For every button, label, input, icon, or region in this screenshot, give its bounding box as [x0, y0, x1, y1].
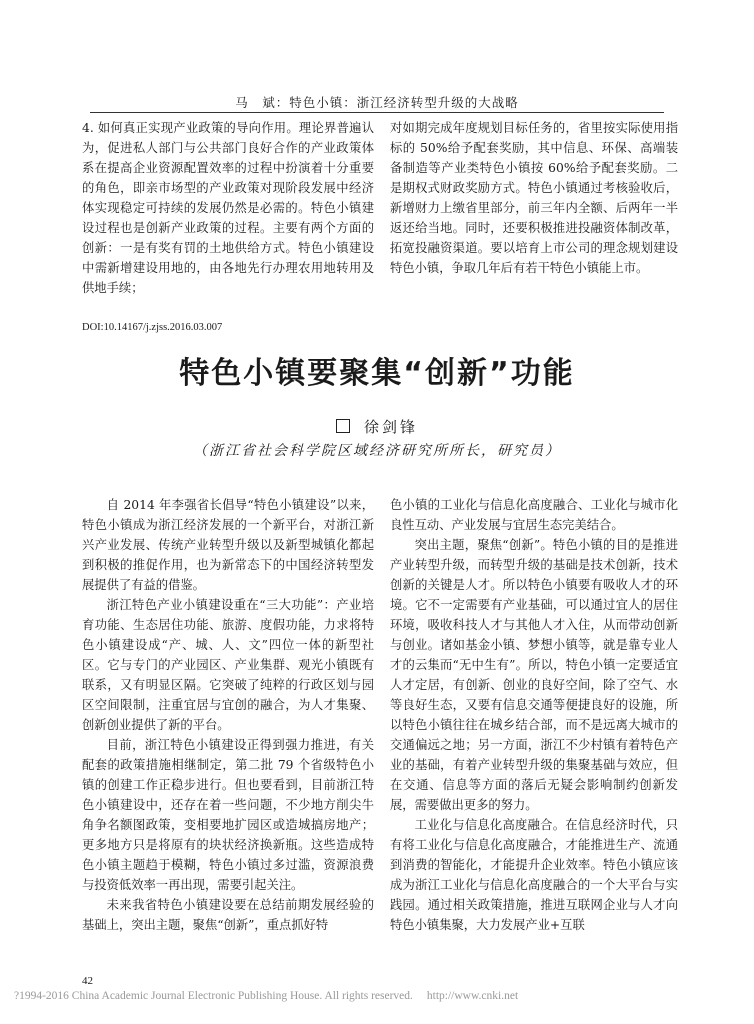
author-box-icon [336, 419, 350, 433]
body-paragraph: 未来我省特色小镇建设要在总结前期发展经验的基础上，突出主题，聚焦“创新”，重点抓好特 [82, 898, 374, 932]
body-paragraph: 色小镇的工业化与信息化高度融合、工业化与城市化良性互动、产业发展与宜居生态完美结合。 [390, 498, 678, 532]
article-title: 特色小镇要聚集“创新”功能 [179, 356, 575, 391]
top-left-column [82, 118, 374, 300]
page-number: 42 [82, 975, 93, 987]
header-divider [90, 112, 664, 113]
body-paragraph: 突出主题，聚焦“创新”。特色小镇的目的是推进产业转型升级，而转型升级的基础是技术创新，技术创新的关键是人才。所以特色小镇要有吸收人才的环境。它不一定需要有产业基础，可以通过宜人的居住环境，吸收科技人才与其他人才入住，从而带动创新与创业。诸如基金小镇、梦想小镇等，就是靠专业人才的云集而“无中生有”。所以，特色小镇一定要适宜人才定居，有创新、创业的良好空间，除了空气、水等良好生态，又要有信息交通等便捷良好的设施，所以特色小镇往往在城乡结合部，而不是远离大城市的交通偏远之地；另一方面，浙江不少村镇有着特色产业的基础，有着产业转型升级的集聚基础与效应，但在交通、信息等方面的落后无疑会影响制约创新发展，需要做出更多的努力。 [390, 538, 678, 812]
top-right-column [390, 118, 678, 300]
copyright-url[interactable]: http://www.cnki.net [426, 990, 519, 1002]
doi[interactable]: DOI:10.14167/j.zjss.2016.03.007 [82, 322, 223, 333]
copyright-text: ?1994-2016 China Academic Journal Electronic Publishing House. All rights reserved. [14, 990, 413, 1002]
body-paragraph: 工业化与信息化高度融合。在信息经济时代，只有将工业化与信息化高度融合，才能推进生产、流通到消费的智能化，才能提升企业效率。特色小镇应该成为浙江工业化与信息化高度融合的一个大平台与实践园。通过相关政策措施，推进互联网企业与人才向特色小镇集聚，大力发展产业+互联 [390, 818, 678, 932]
main-right-column [390, 495, 678, 963]
top-right-paragraph: 对如期完成年度规划目标任务的，省里按实际使用指标的 50%给予配套奖励，其中信息、环保、高端装备制造等产业类特色小镇按 60%给予配套奖励。二是期权式财政奖励方式。特色小镇通过考核验收后，新增财力上缴省里部分，前三年内全额、后两年一半返还给当地。同时，还要积极推进投融资体制改革，拓宽投融资渠道。要以培育上市公司的理念规划建设特色小镇，争取几年后有若干特色小镇能上市。 [390, 121, 678, 275]
copyright-footer [14, 990, 518, 1002]
body-paragraph: 目前，浙江特色小镇建设正得到强力推进，有关配套的政策措施相继制定，第二批 79 个省级特色小镇的创建工作正稳步进行。但也要看到，目前浙江特色小镇建设中，还存在着一些问题，不少地方削尖牛角争名额图政策，变相要地扩园区或造城搞房地产；更多地方只是将原有的块状经济换新瓶。这些造成特色小镇主题趋于模糊，特色小镇过多过滥，资源浪费与投资低效率一再出现，需要引起关注。 [82, 738, 374, 892]
running-header: 马 斌：特色小镇：浙江经济转型升级的大战略 [235, 95, 519, 110]
body-paragraph: 浙江特色产业小镇建设重在“三大功能”：产业培育功能、生态居住功能、旅游、度假功能，力求将特色小镇建设成“产、城、人、文”四位一体的新型社区。它与专门的产业园区、产业集群、观光小镇既有联系，又有明显区隔。它突破了纯粹的行政区划与园区空间限制，注重宜居与宜创的融合，为人才集聚、创新创业提供了新的平台。 [82, 598, 374, 732]
author-line [0, 416, 754, 437]
main-left-column [82, 495, 374, 963]
top-left-paragraph: 4. 如何真正实现产业政策的导向作用。理论界普遍认为，促进私人部门与公共部门良好合作的产业政策体系在提高企业资源配置效率的过程中扮演着十分重要的角色，即亲市场型的产业政策对现阶段发展中经济体实现稳定可持续的发展仍然是必需的。特色小镇建设过程也是创新产业政策的过程。主要有两个方面的创新：一是有奖有罚的土地供给方式。特色小镇建设中需新增建设用地的，由各地先行办理农用地转用及供地手续； [82, 121, 374, 295]
author-affiliation: （浙江省社会科学院区域经济研究所所长，研究员） [193, 443, 561, 459]
author-name: 徐剑锋 [363, 418, 418, 436]
body-paragraph: 自 2014 年李强省长倡导“特色小镇建设”以来，特色小镇成为浙江经济发展的一个新平台，对浙江新兴产业发展、传统产业转型升级以及新型城镇化都起到积极的推促作用，也为新常态下的中国经济转型发展提供了有益的借鉴。 [82, 498, 374, 592]
